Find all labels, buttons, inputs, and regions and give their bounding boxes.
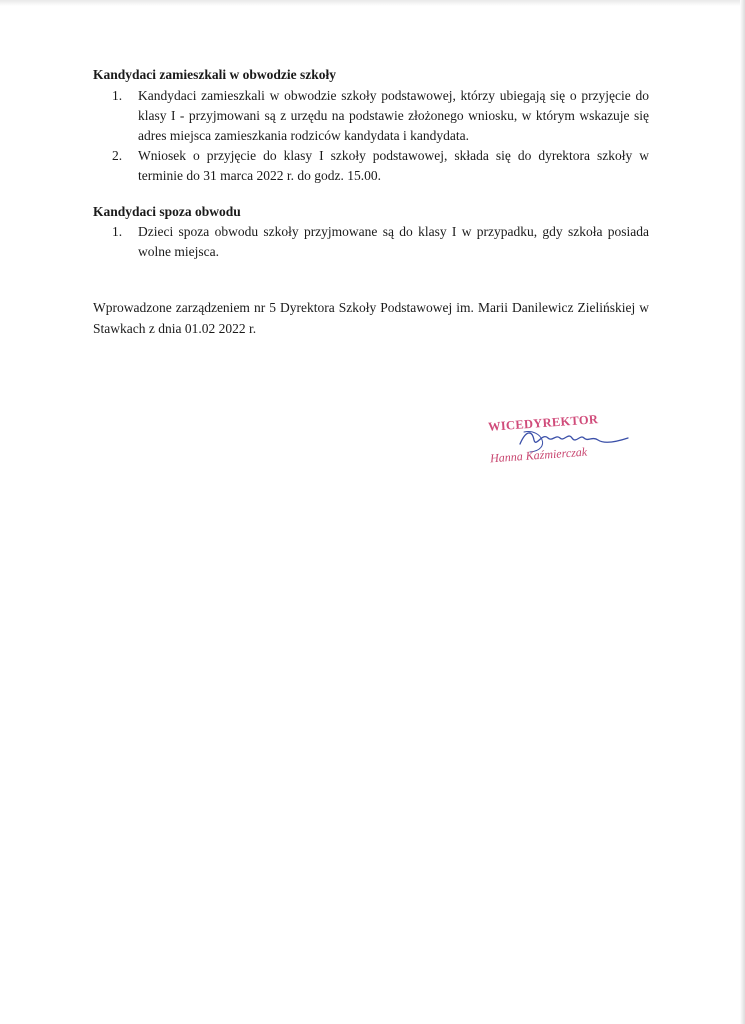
list-item-text: Wniosek o przyjęcie do klasy I szkoły podstawowej, składa się do dyrektora szkoły w terminie do 31 marca 2022 r. do godz. 15.00.: [138, 148, 649, 183]
list-item-in-district-1: [112, 86, 649, 146]
stamp-name: Hanna Kaźmierczak: [489, 444, 588, 466]
stamp-title: WICEDYREKTOR: [487, 412, 599, 434]
list-item-text: Kandydaci zamieszkali w obwodzie szkoły podstawowej, którzy ubiegają się o przyjęcie do klasy I - przyjmowani są z urzędu na podstawie złożonego wniosku, w którym wskazuje się adres miejsca zamieszkania rodziców kandydata i kandydata.: [138, 88, 649, 143]
list-item-number: 1.: [112, 88, 123, 103]
list-item-out-of-district-1: [112, 222, 649, 262]
stamp: [478, 414, 648, 474]
list-item-in-district-2: [112, 146, 649, 186]
section-heading-in-district: Kandydaci zamieszkali w obwodzie szkoły: [93, 67, 337, 82]
list-item-text: Dzieci spoza obwodu szkoły przyjmowane są do klasy I w przypadku, gdy szkoła posiada wolne miejsca.: [138, 224, 649, 259]
list-item-number: 2.: [112, 148, 123, 163]
closing-paragraph: Wprowadzone zarządzeniem nr 5 Dyrektora Szkoły Podstawowej im. Marii Danilewicz Zielińskiej w Stawkach z dnia 01.02 2022 r.: [93, 300, 649, 336]
list-item-number: 1.: [112, 224, 123, 239]
section-heading-out-of-district: Kandydaci spoza obwodu: [93, 204, 241, 219]
